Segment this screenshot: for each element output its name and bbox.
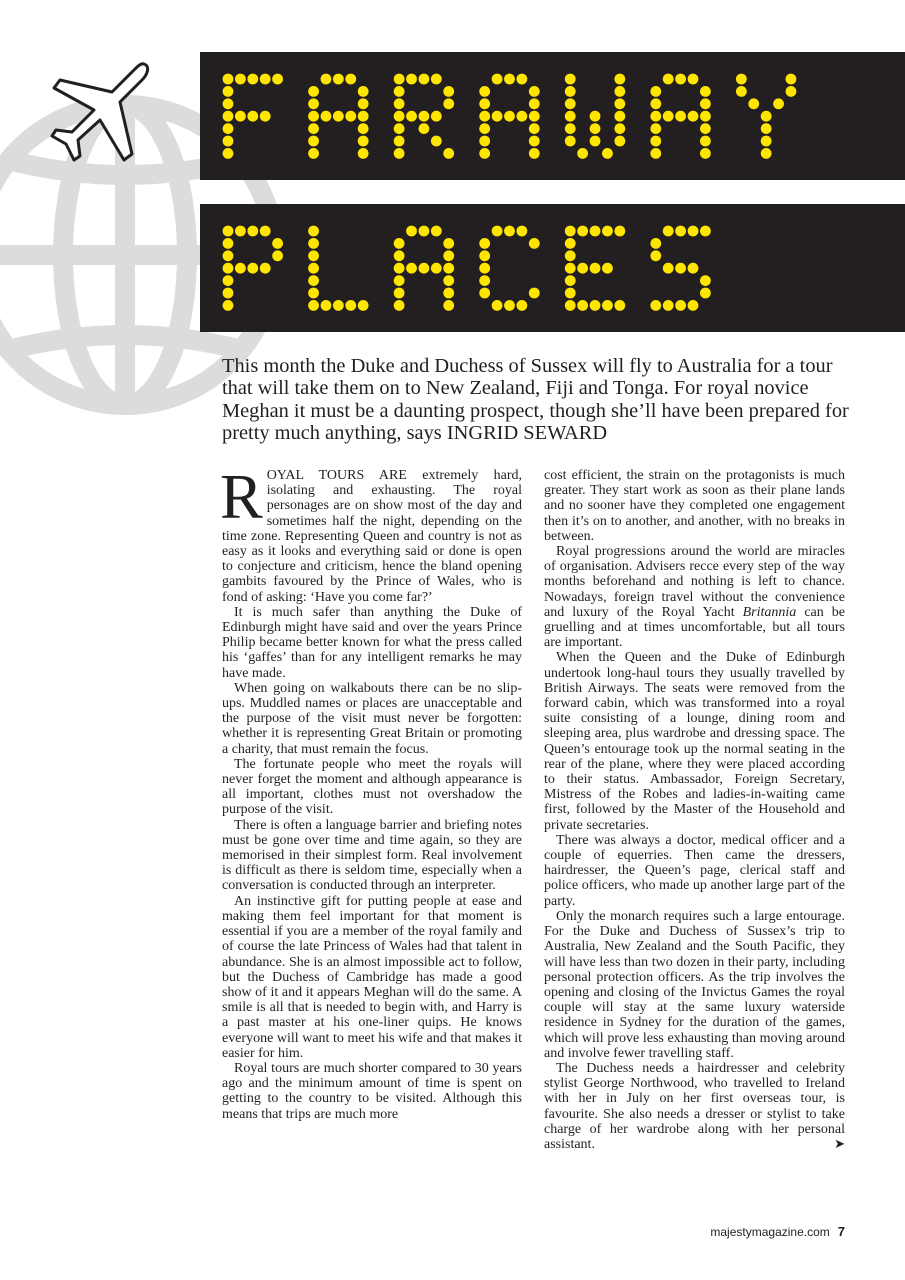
headline-dot bbox=[748, 98, 759, 109]
headline-dot bbox=[308, 263, 319, 274]
headline-dot bbox=[516, 226, 527, 237]
headline-dot bbox=[394, 275, 405, 286]
headline-dot bbox=[479, 98, 490, 109]
paragraph bbox=[220, 461, 522, 605]
headline-banner-2 bbox=[200, 204, 905, 332]
headline-dot bbox=[663, 226, 674, 237]
headline-dot bbox=[223, 111, 234, 122]
headline-dot bbox=[272, 250, 283, 261]
headline-dot bbox=[223, 86, 234, 97]
headline-dot bbox=[614, 98, 625, 109]
headline-dot bbox=[700, 275, 711, 286]
airplane-icon bbox=[42, 60, 154, 172]
headline-banner-1 bbox=[200, 52, 905, 180]
headline-letter bbox=[565, 74, 625, 159]
drop-cap: R bbox=[220, 461, 263, 532]
headline-dot bbox=[565, 136, 576, 147]
headline-dot bbox=[688, 263, 699, 274]
headline-dot bbox=[529, 86, 540, 97]
headline-dot bbox=[590, 136, 601, 147]
headline-dot bbox=[663, 74, 674, 85]
headline-dot bbox=[529, 136, 540, 147]
headline-dot bbox=[406, 263, 417, 274]
headline-dot bbox=[492, 111, 503, 122]
headline-dot bbox=[650, 123, 661, 134]
headline-dot bbox=[345, 300, 356, 311]
headline-dot bbox=[223, 288, 234, 299]
headline-dot bbox=[504, 226, 515, 237]
headline-dot bbox=[479, 86, 490, 97]
headline-dot bbox=[479, 263, 490, 274]
headline-dot bbox=[443, 148, 454, 159]
headline-letter bbox=[394, 226, 454, 311]
article-column-1 bbox=[220, 461, 522, 1122]
headline-dot bbox=[479, 250, 490, 261]
headline-dot bbox=[223, 148, 234, 159]
headline-dot bbox=[761, 136, 772, 147]
headline-dot bbox=[773, 98, 784, 109]
headline-dot bbox=[419, 263, 430, 274]
headline-dot bbox=[394, 136, 405, 147]
headline-dot bbox=[492, 226, 503, 237]
headline-dot bbox=[650, 148, 661, 159]
headline-dot bbox=[406, 74, 417, 85]
headline-dot bbox=[529, 238, 540, 249]
headline-dot bbox=[675, 74, 686, 85]
headline-dot bbox=[614, 123, 625, 134]
headline-dot bbox=[308, 275, 319, 286]
headline-dot bbox=[358, 111, 369, 122]
headline-dot bbox=[504, 74, 515, 85]
headline-dot bbox=[358, 300, 369, 311]
headline-dot bbox=[223, 275, 234, 286]
paragraph: It is much safer than anything the Duke of Edinburgh might have said and over the years Prince Philip became better known for what the press called his ‘gaffes’ than for any intelligent remarks he may have made. bbox=[222, 604, 522, 681]
headline-dot bbox=[492, 300, 503, 311]
headline-dot bbox=[479, 288, 490, 299]
headline-dot bbox=[272, 74, 283, 85]
headline-dot bbox=[260, 226, 271, 237]
headline-dot bbox=[272, 238, 283, 249]
paragraph-text: The Duchess needs a hairdresser and celebrity stylist George Northwood, who travelled to Ireland with her in July on her first overseas tour, is favourite. She also needs a dresser or stylist to take charge of her wardrobe along with her personal assistant. bbox=[544, 1060, 845, 1152]
headline-dot bbox=[700, 226, 711, 237]
headline-dot bbox=[394, 74, 405, 85]
headline-dot bbox=[223, 263, 234, 274]
headline-dot bbox=[663, 263, 674, 274]
standfirst: This month the Duke and Duchess of Sussex will fly to Australia for a tour that will take them on to New Zealand, Fiji and Tonga. For royal novice Meghan it must be a daunting prospect, though she’ll have been prepared for pretty much anything, says INGRID SEWARD bbox=[222, 355, 849, 445]
headline-line-2 bbox=[222, 224, 882, 312]
headline-dot bbox=[235, 263, 246, 274]
headline-dot bbox=[431, 226, 442, 237]
headline-letter bbox=[479, 74, 539, 159]
headline-dot bbox=[529, 123, 540, 134]
headline-dot bbox=[443, 275, 454, 286]
headline-dot bbox=[565, 86, 576, 97]
headline-dot bbox=[650, 300, 661, 311]
page-footer bbox=[710, 1224, 845, 1239]
headline-dot bbox=[565, 263, 576, 274]
headline-dot bbox=[590, 300, 601, 311]
headline-dot bbox=[223, 300, 234, 311]
headline-dot bbox=[602, 226, 613, 237]
headline-dot bbox=[358, 148, 369, 159]
ship-name: Britannia bbox=[742, 604, 797, 620]
headline-dot bbox=[419, 74, 430, 85]
headline-dot bbox=[565, 238, 576, 249]
headline-dot bbox=[308, 136, 319, 147]
headline-dot bbox=[431, 263, 442, 274]
headline-dot bbox=[614, 300, 625, 311]
headline-dot bbox=[504, 111, 515, 122]
headline-dot bbox=[565, 300, 576, 311]
headline-dot bbox=[358, 123, 369, 134]
headline-dot bbox=[529, 148, 540, 159]
headline-dot bbox=[394, 300, 405, 311]
headline-dot bbox=[321, 74, 332, 85]
headline-dot bbox=[614, 86, 625, 97]
headline-dot bbox=[223, 98, 234, 109]
headline-dot bbox=[345, 74, 356, 85]
paragraph: An instinctive gift for putting people at ease and making them feel important for that moment is essential if you are a member of the royal family and of course the late Princess of Wales had that talent in abundance. She is an almost impossible act to follow, but the Duchess of Cambridge has made a good show of it and it appears Meghan will do the same. A smile is all that is needed to begin with, and Harry is a past master at his one-liner quips. He knows everyone will want to meet his wife and that makes it easier for him. bbox=[222, 893, 522, 1061]
headline-line-1 bbox=[222, 72, 882, 160]
headline-dot bbox=[577, 300, 588, 311]
headline-dot bbox=[590, 263, 601, 274]
paragraph: Royal tours are much shorter compared to 30 years ago and the minimum amount of time is spent on getting to the country to be visited. Although this means that trips are much more bbox=[222, 1060, 522, 1122]
headline-dot bbox=[602, 148, 613, 159]
headline-dot bbox=[529, 98, 540, 109]
headline-dot bbox=[492, 74, 503, 85]
paragraph bbox=[544, 544, 845, 650]
headline-dot bbox=[565, 288, 576, 299]
headline-dot bbox=[479, 275, 490, 286]
headline-dot bbox=[479, 148, 490, 159]
headline-dot bbox=[431, 136, 442, 147]
headline-dot bbox=[650, 136, 661, 147]
paragraph-text: OYAL TOURS ARE extremely hard, isolating and exhausting. The royal personages are on show most of the day and sometimes half the night, depending on the time zone. Representing Queen and country is not as easy as it looks and everything said or done is open to conjecture and criticism, hence the bland opening gambits favoured by the Prince of Wales, who is fond of asking: ‘Have you come far?’ bbox=[222, 468, 522, 605]
headline-dot bbox=[577, 226, 588, 237]
headline-dot bbox=[419, 226, 430, 237]
headline-letter bbox=[223, 226, 283, 311]
headline-dot bbox=[260, 111, 271, 122]
headline-dot bbox=[394, 123, 405, 134]
paragraph: Only the monarch requires such a large entourage. For the Duke and Duchess of Sussex’s trip to Australia, New Zealand and the South Pacific, they will have less than two dozen in their party, including personal protection officers. As the trip involves the opening and closing of the Invictus Games the royal couple will stay at the same luxury waterside residence in Sydney for the duration of the games, which will prove less exhausting than moving around and involve fewer travelling staff. bbox=[544, 908, 845, 1061]
headline-dot bbox=[590, 123, 601, 134]
headline-dot bbox=[235, 226, 246, 237]
headline-dot bbox=[443, 238, 454, 249]
headline-dot bbox=[479, 123, 490, 134]
headline-dot bbox=[260, 263, 271, 274]
headline-dot bbox=[308, 86, 319, 97]
headline-dot bbox=[688, 226, 699, 237]
headline-letter bbox=[308, 74, 368, 159]
headline-dot bbox=[308, 250, 319, 261]
headline-dot bbox=[321, 111, 332, 122]
headline-dot bbox=[761, 123, 772, 134]
headline-dot bbox=[565, 98, 576, 109]
headline-dot bbox=[223, 250, 234, 261]
paragraph: The fortunate people who meet the royals will never forget the moment and although appearance is all important, clothes must not overshadow the purpose of the visit. bbox=[222, 756, 522, 818]
headline-dot bbox=[565, 111, 576, 122]
headline-dot bbox=[663, 111, 674, 122]
headline-letter bbox=[736, 74, 796, 159]
headline-dot bbox=[443, 288, 454, 299]
headline-dot bbox=[308, 288, 319, 299]
headline-dot bbox=[223, 123, 234, 134]
headline-dot bbox=[443, 250, 454, 261]
paragraph: cost efficient, the strain on the protagonists is much greater. They start work as soon as their plane lands and no sooner have they completed one engagement then it’s on to another, and another, with no breaks in between. bbox=[544, 468, 845, 544]
headline-dot bbox=[235, 74, 246, 85]
headline-dot bbox=[614, 226, 625, 237]
headline-dot bbox=[443, 86, 454, 97]
headline-dot bbox=[308, 98, 319, 109]
headline-dot bbox=[688, 111, 699, 122]
headline-dot bbox=[394, 98, 405, 109]
headline-dot bbox=[700, 98, 711, 109]
headline-dot bbox=[431, 111, 442, 122]
headline-dot bbox=[786, 86, 797, 97]
headline-dot bbox=[406, 111, 417, 122]
headline-dot bbox=[602, 300, 613, 311]
headline-letter bbox=[308, 226, 368, 311]
headline-dot bbox=[394, 263, 405, 274]
headline-dot bbox=[675, 300, 686, 311]
headline-letter bbox=[223, 74, 283, 159]
headline-dot bbox=[565, 250, 576, 261]
headline-dot bbox=[419, 123, 430, 134]
headline-dot bbox=[516, 74, 527, 85]
headline-dot bbox=[479, 238, 490, 249]
headline-dot bbox=[406, 226, 417, 237]
headline-dot bbox=[516, 300, 527, 311]
headline-dot bbox=[565, 226, 576, 237]
headline-dot bbox=[308, 111, 319, 122]
headline-dot bbox=[394, 111, 405, 122]
headline-dot bbox=[235, 111, 246, 122]
headline-dot bbox=[529, 288, 540, 299]
headline-dot bbox=[650, 98, 661, 109]
headline-letter bbox=[650, 74, 710, 159]
headline-dot bbox=[700, 111, 711, 122]
headline-letter bbox=[479, 226, 539, 311]
headline-dot bbox=[700, 136, 711, 147]
headline-dot bbox=[358, 136, 369, 147]
headline-dot bbox=[590, 226, 601, 237]
headline-dot bbox=[358, 98, 369, 109]
headline-dot bbox=[614, 136, 625, 147]
headline-dot bbox=[761, 148, 772, 159]
headline-dot bbox=[700, 148, 711, 159]
headline-dot bbox=[260, 74, 271, 85]
headline-dot bbox=[443, 98, 454, 109]
headline-dot bbox=[614, 74, 625, 85]
headline-dot bbox=[394, 238, 405, 249]
headline-dot bbox=[516, 111, 527, 122]
headline-dot bbox=[650, 238, 661, 249]
headline-dot bbox=[700, 288, 711, 299]
headline-dot bbox=[247, 263, 258, 274]
headline-dot bbox=[223, 226, 234, 237]
headline-dot bbox=[223, 74, 234, 85]
headline-dot bbox=[529, 111, 540, 122]
headline-dot bbox=[247, 226, 258, 237]
headline-dot bbox=[479, 111, 490, 122]
headline-dot bbox=[688, 300, 699, 311]
site-url: majestymagazine.com bbox=[710, 1225, 830, 1239]
headline-dot bbox=[577, 148, 588, 159]
headline-dot bbox=[443, 300, 454, 311]
headline-dot bbox=[431, 74, 442, 85]
paragraph bbox=[544, 1061, 845, 1152]
headline-dot bbox=[736, 74, 747, 85]
headline-letter bbox=[650, 226, 710, 311]
headline-dot bbox=[247, 74, 258, 85]
headline-dot bbox=[650, 86, 661, 97]
headline-dot bbox=[577, 263, 588, 274]
headline-dot bbox=[358, 86, 369, 97]
headline-dot bbox=[700, 86, 711, 97]
headline-dot bbox=[700, 123, 711, 134]
headline-dot bbox=[761, 111, 772, 122]
headline-dot bbox=[419, 111, 430, 122]
headline-dot bbox=[675, 226, 686, 237]
headline-dot bbox=[333, 74, 344, 85]
headline-dot bbox=[321, 300, 332, 311]
headline-dot bbox=[308, 238, 319, 249]
headline-dot bbox=[650, 111, 661, 122]
headline-letter bbox=[565, 226, 625, 311]
paragraph-text: Royal progressions around the world are miracles of organisation. Advisers recce every step of the way months beforehand and nothing is left to chance. Nowadays, foreign travel without the convenience and luxury of the Royal Yacht bbox=[544, 544, 845, 620]
headline-dot bbox=[786, 74, 797, 85]
headline-dot bbox=[223, 136, 234, 147]
paragraph: There is often a language barrier and briefing notes must be gone over time and time again, so they are memorised in their simplest form. Real involvement is difficult as there is seldom time, especially when a conversation is conducted through an interpreter. bbox=[222, 817, 522, 894]
headline-dot bbox=[308, 123, 319, 134]
headline-dot bbox=[394, 288, 405, 299]
headline-dot bbox=[565, 123, 576, 134]
headline-dot bbox=[602, 263, 613, 274]
paragraph: There was always a doctor, medical officer and a couple of equerries. Then came the dressers, hairdresser, the Queen’s page, clerical staff and police officers, who made up another large part of the party. bbox=[544, 832, 845, 909]
headline-dot bbox=[223, 238, 234, 249]
headline-dot bbox=[394, 250, 405, 261]
headline-dot bbox=[308, 300, 319, 311]
headline-dot bbox=[504, 300, 515, 311]
headline-dot bbox=[565, 275, 576, 286]
headline-dot bbox=[443, 263, 454, 274]
headline-dot bbox=[333, 111, 344, 122]
arrow-icon: ➤ bbox=[834, 1136, 845, 1152]
headline-dot bbox=[308, 226, 319, 237]
paragraph-text: can be gruelling and at times uncomfortable, but all tours are important. bbox=[544, 604, 845, 651]
headline-dot bbox=[675, 111, 686, 122]
page-number: 7 bbox=[837, 1224, 845, 1239]
headline-dot bbox=[247, 111, 258, 122]
headline-dot bbox=[590, 111, 601, 122]
headline-letter bbox=[394, 74, 454, 159]
headline-dot bbox=[663, 300, 674, 311]
headline-dot bbox=[675, 263, 686, 274]
headline-dot bbox=[308, 148, 319, 159]
paragraph: When going on walkabouts there can be no slip-ups. Muddled names or places are unacceptable and the purpose of the visit must never be forgotten: whether it is representing Great Britain or promoting a charity, that must remain the focus. bbox=[222, 680, 522, 757]
article-column-2 bbox=[544, 468, 845, 1152]
headline-dot bbox=[688, 74, 699, 85]
headline-dot bbox=[565, 74, 576, 85]
headline-dot bbox=[614, 111, 625, 122]
headline-dot bbox=[736, 86, 747, 97]
headline-dot bbox=[394, 86, 405, 97]
paragraph: When the Queen and the Duke of Edinburgh undertook long-haul tours they usually travelled by British Airways. The seats were removed from the forward cabin, which was transformed into a royal suite consisting of a lounge, dining room and sleeping area, plus wardrobe and dressing space. The Queen’s entourage took up the normal seating in the rear of the plane, where they were placed according to their status. Ambassador, Foreign Secretary, Mistress of the Robes and ladies-in-waiting came first, followed by the Master of the Household and private secretaries. bbox=[544, 650, 845, 833]
headline-dot bbox=[479, 136, 490, 147]
headline-dot bbox=[650, 250, 661, 261]
headline-dot bbox=[394, 148, 405, 159]
headline-dot bbox=[333, 300, 344, 311]
headline-dot bbox=[345, 111, 356, 122]
